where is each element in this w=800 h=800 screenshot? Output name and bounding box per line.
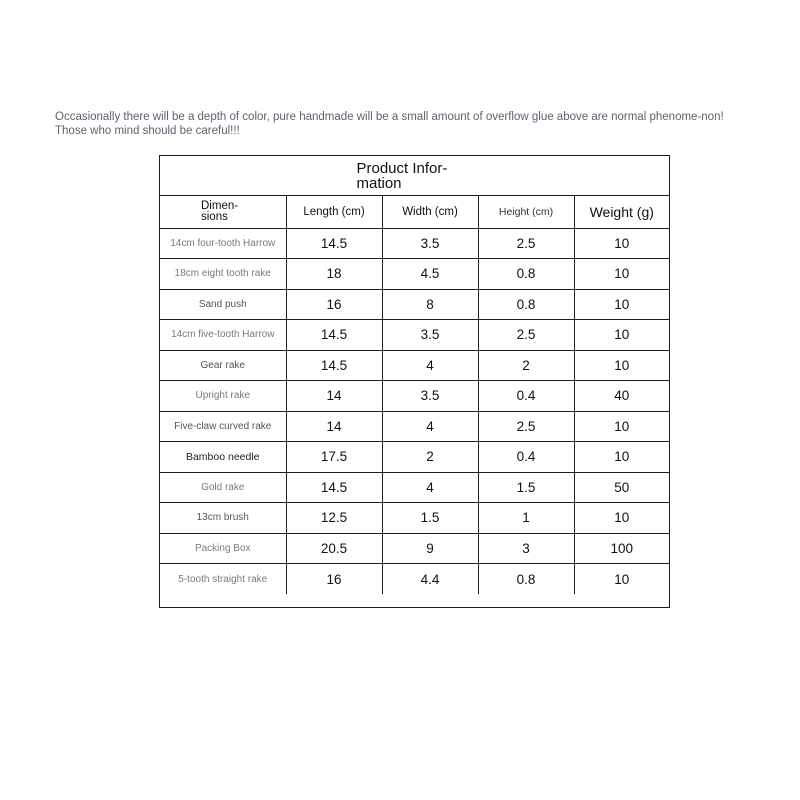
row-name: Five-claw curved rake bbox=[160, 411, 286, 442]
row-width: 4 bbox=[382, 350, 478, 381]
product-information-table bbox=[159, 155, 670, 608]
row-length: 14.5 bbox=[286, 320, 382, 351]
row-length: 14.5 bbox=[286, 472, 382, 503]
notice-text: Occasionally there will be a depth of color, pure handmade will be a small amount of overflow glue above are normal phenome-non! Those who mind should be careful!!! bbox=[55, 111, 724, 137]
row-width: 2 bbox=[382, 442, 478, 473]
row-width: 4 bbox=[382, 411, 478, 442]
row-height: 2.5 bbox=[478, 228, 574, 259]
row-name: 18cm eight tooth rake bbox=[160, 259, 286, 290]
row-height: 2.5 bbox=[478, 320, 574, 351]
row-weight: 10 bbox=[574, 442, 669, 473]
table-title-cell bbox=[160, 156, 669, 196]
row-width: 4.4 bbox=[382, 564, 478, 595]
row-height: 0.4 bbox=[478, 442, 574, 473]
row-length: 14 bbox=[286, 411, 382, 442]
row-name: Bamboo needle bbox=[160, 442, 286, 473]
row-length: 14.5 bbox=[286, 228, 382, 259]
row-name: Gear rake bbox=[160, 350, 286, 381]
row-height: 0.4 bbox=[478, 381, 574, 412]
row-weight: 50 bbox=[574, 472, 669, 503]
row-length: 14 bbox=[286, 381, 382, 412]
table-row bbox=[160, 533, 669, 564]
table-row bbox=[160, 411, 669, 442]
row-weight: 10 bbox=[574, 259, 669, 290]
header-weight: Weight (g) bbox=[574, 196, 669, 228]
row-width: 9 bbox=[382, 533, 478, 564]
row-weight: 10 bbox=[574, 564, 669, 595]
row-length: 20.5 bbox=[286, 533, 382, 564]
row-width: 1.5 bbox=[382, 503, 478, 534]
row-height: 0.8 bbox=[478, 564, 574, 595]
row-height: 1.5 bbox=[478, 472, 574, 503]
row-length: 16 bbox=[286, 289, 382, 320]
row-name: Gold rake bbox=[160, 472, 286, 503]
row-name: 14cm four-tooth Harrow bbox=[160, 228, 286, 259]
row-weight: 10 bbox=[574, 320, 669, 351]
row-width: 3.5 bbox=[382, 228, 478, 259]
row-weight: 10 bbox=[574, 503, 669, 534]
table-row bbox=[160, 472, 669, 503]
row-weight: 10 bbox=[574, 411, 669, 442]
row-name: Sand push bbox=[160, 289, 286, 320]
row-weight: 10 bbox=[574, 289, 669, 320]
row-height: 2.5 bbox=[478, 411, 574, 442]
row-length: 12.5 bbox=[286, 503, 382, 534]
table-row bbox=[160, 289, 669, 320]
row-width: 3.5 bbox=[382, 381, 478, 412]
row-height: 1 bbox=[478, 503, 574, 534]
row-length: 17.5 bbox=[286, 442, 382, 473]
row-width: 4 bbox=[382, 472, 478, 503]
table-row bbox=[160, 259, 669, 290]
header-row bbox=[160, 196, 669, 228]
table-row bbox=[160, 350, 669, 381]
row-name: 13cm brush bbox=[160, 503, 286, 534]
row-height: 2 bbox=[478, 350, 574, 381]
dimensions-table bbox=[160, 196, 669, 594]
table-row bbox=[160, 381, 669, 412]
row-weight: 10 bbox=[574, 350, 669, 381]
row-length: 14.5 bbox=[286, 350, 382, 381]
row-name: 14cm five-tooth Harrow bbox=[160, 320, 286, 351]
table-row bbox=[160, 228, 669, 259]
row-weight: 100 bbox=[574, 533, 669, 564]
row-name: 5-tooth straight rake bbox=[160, 564, 286, 595]
table-row bbox=[160, 442, 669, 473]
row-name: Packing Box bbox=[160, 533, 286, 564]
row-height: 0.8 bbox=[478, 259, 574, 290]
row-length: 16 bbox=[286, 564, 382, 595]
header-dimensions: Dimen-sions bbox=[160, 196, 286, 228]
row-width: 3.5 bbox=[382, 320, 478, 351]
table-row bbox=[160, 564, 669, 595]
row-height: 3 bbox=[478, 533, 574, 564]
table-row bbox=[160, 320, 669, 351]
row-width: 4.5 bbox=[382, 259, 478, 290]
table-title: Product Infor-mation bbox=[356, 159, 448, 192]
row-height: 0.8 bbox=[478, 289, 574, 320]
row-weight: 10 bbox=[574, 228, 669, 259]
header-width: Width (cm) bbox=[382, 196, 478, 228]
row-name: Upright rake bbox=[160, 381, 286, 412]
table-row bbox=[160, 503, 669, 534]
row-weight: 40 bbox=[574, 381, 669, 412]
row-width: 8 bbox=[382, 289, 478, 320]
header-height: Height (cm) bbox=[478, 196, 574, 228]
header-length: Length (cm) bbox=[286, 196, 382, 228]
row-length: 18 bbox=[286, 259, 382, 290]
